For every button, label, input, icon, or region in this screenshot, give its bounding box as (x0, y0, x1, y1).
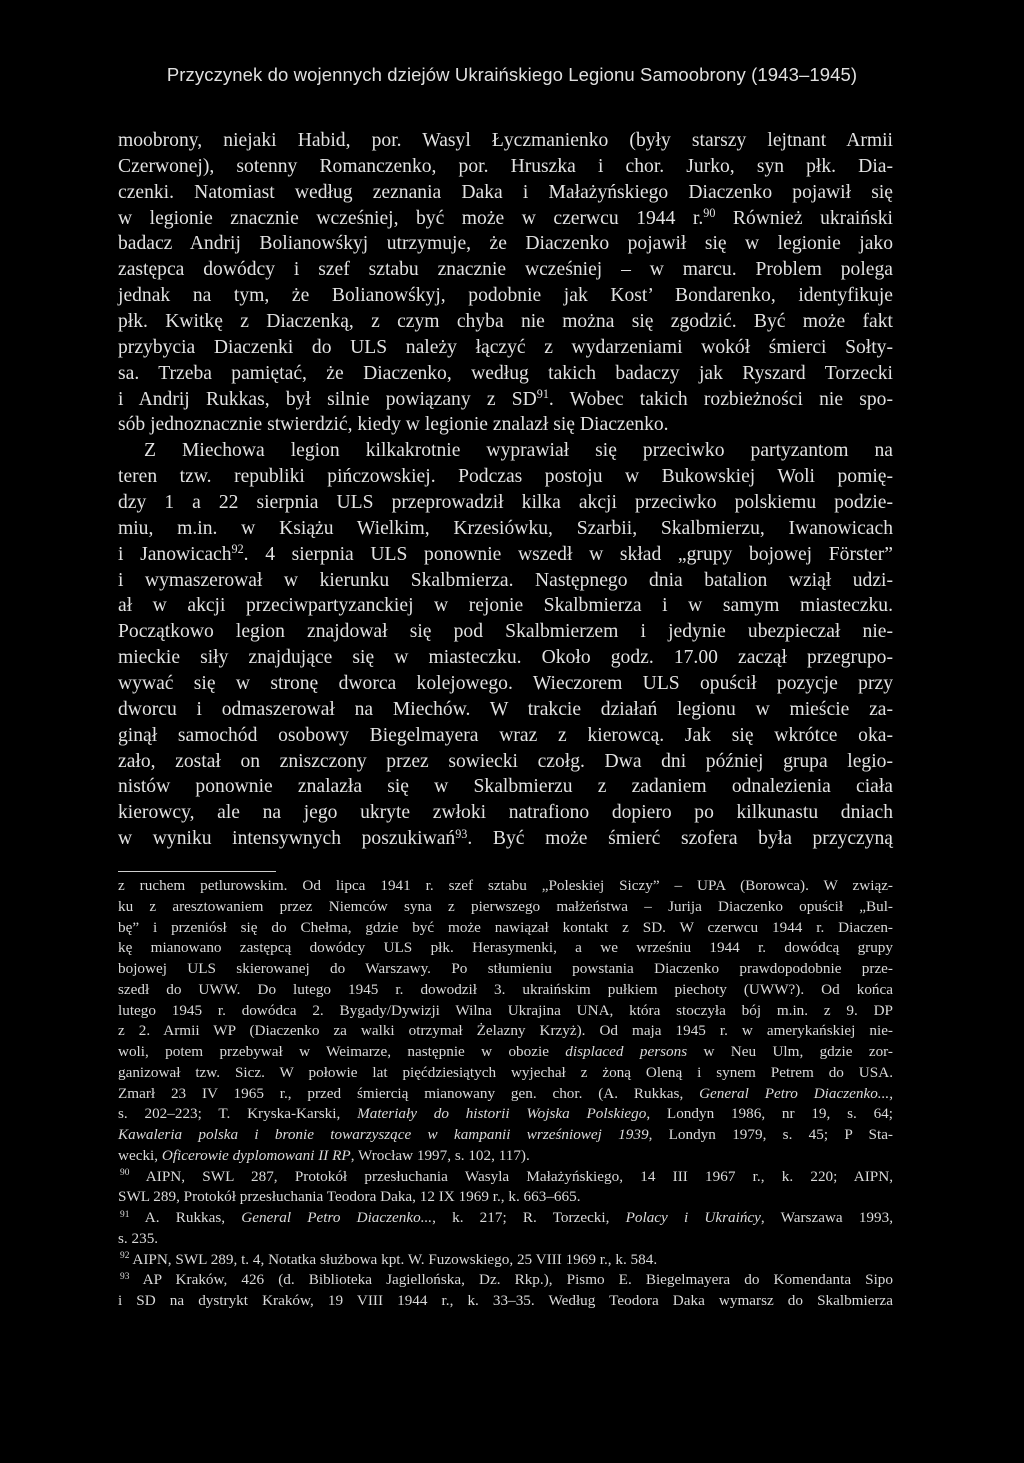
body-line: czenki. Natomiast według zeznania Daka i Małażyńskiego Diaczenko pojawił się (118, 181, 893, 203)
body-line: płk. Kwitkę z Diaczenką, z czym chyba nie można się zgodzić. Być może fakt (118, 311, 893, 333)
body-line: jednak na tym, że Bolianowśkyj, podobnie jak Kost’ Bondarenko, identyfikuje (118, 285, 893, 307)
body-line: kierowcy, ale na jego ukryte zwłoki natrafiono dopiero po kilkunastu dniach (118, 802, 893, 824)
body-line: zało, został on zniszczony przez sowiecki czołg. Dwa dni później grupa legio- (118, 750, 893, 772)
body-line: moobrony, niejaki Habid, por. Wasyl Łyczmanienko (były starszy lejtnant Armii (118, 130, 893, 151)
body-line: ał w akcji przeciwpartyzanckiej w rejonie Skalbmierza i w samym miasteczku. (118, 595, 893, 617)
footnote-ref: 93 (455, 826, 468, 841)
body-line: wywać się w stronę dworca kolejowego. Wieczorem ULS opuścił pozycje przy (118, 673, 893, 695)
footnote-line: $^{91}$ A. Rukkas, General Petro Diaczenko..., k. 217; R. Torzecki, Polacy i Ukraińcy, Warszawa 1993, (120, 1209, 894, 1226)
body-line: teren tzw. republiki pińczowskiej. Podczas postoju w Bukowskiej Woli pomię- (118, 466, 893, 488)
footnote-line: Zmarł 23 IV 1965 r., przed śmiercią mianowany gen. chor. (A. Rukkas, General Petro Diaczenko..., (118, 1084, 893, 1102)
footnote-number: 92 (120, 1251, 130, 1262)
footnote-line: ku z aresztowaniem przez Niemców syna z pierwszego małżeństwa – Jurija Diaczenko opuścił „Bul- (118, 897, 893, 915)
footnote-line: SWL 289, Protokół przesłuchania Teodora Daka, 12 IX 1969 r., k. 663–665. (118, 1188, 581, 1206)
footnote-ref: 91 (536, 386, 549, 401)
footnote-line: z ruchem petlurowskim. Od lipca 1941 r. szef sztabu „Poleskiej Siczy” – UPA (Borowca). W związ- (118, 877, 893, 894)
footnote-line: bę” i przeniósł się do Chełma, gdzie być może nawiązał kontakt z SD. W czerwcu 1944 r. Diaczen- (118, 918, 893, 936)
footnote-line: $^{90}$ AIPN, SWL 287, Protokół przesłuchania Wasyla Małażyńskiego, 14 III 1967 r., k. 220; AIPN, (120, 1167, 893, 1185)
footnote-line: kę mianowano zastępcą dowódcy ULS płk. Herasymenki, a we wrześniu 1944 r. dowódcą grupy (118, 939, 893, 957)
footnote-separator (118, 871, 276, 872)
footnote-ref: 90 (703, 205, 716, 220)
footnote-line: bojowej ULS skierowanej do Warszawy. Po stłumieniu powstania Diaczenko prawdopodobnie prze- (118, 960, 893, 977)
footnote-line: s. 235. (118, 1229, 159, 1247)
body-line: mieckie siły znajdujące się w miasteczku. Około godz. 17.00 zaczął przegrupo- (118, 647, 893, 669)
body-line: miu, m.in. w Książu Wielkim, Krzesiówku, Szarbii, Skalbmierzu, Iwanowicach (118, 517, 893, 539)
body-line: Z Miechowa legion kilkakrotnie wyprawiał się przeciwko partyzantom na (144, 440, 893, 462)
body-line: nistów ponownie znalazła się w Skalbmierzu z zadaniem odnalezienia ciała (118, 776, 893, 798)
footnote-line: z 2. Armii WP (Diaczenko za walki otrzymał Żelazny Krzyż). Od maja 1945 r. w amerykańskiej nie- (118, 1022, 893, 1040)
body-line: przybycia Diaczenki do ULS należy łączyć z wydarzeniami wokół śmierci Sołty- (118, 336, 893, 358)
footnote-number: 91 (120, 1209, 130, 1220)
footnote-line: woli, potem przebywał w Weimarze, następnie w obozie displaced persons w Neu Ulm, gdzie zor- (118, 1043, 893, 1060)
footnote-ref: 92 (231, 542, 244, 557)
body-line: i Janowicach$^{92}$. 4 sierpnia ULS ponownie wszedł w skład „grupy bojowej Förster” (118, 542, 893, 565)
footnote-line: Kawaleria polska i bronie towarzyszące w kampanii wrześniowej 1939, Londyn 1979, s. 45; P Sta- (118, 1126, 893, 1143)
footnote-line: szedł do UWW. Do lutego 1945 r. dowodził 3. ukraińskim pułkiem piechoty (UWW?). Od końca (118, 980, 893, 998)
body-line: zastępca dowódcy i szef sztabu znacznie wcześniej – w marcu. Problem polega (118, 259, 893, 281)
footnote-line: $^{93}$ AP Kraków, 426 (d. Biblioteka Jagiellońska, Dz. Rkp.), Pismo E. Biegelmayera do Komendanta Sipo (120, 1271, 893, 1289)
body-line: Czerwonej), sotenny Romanczenko, por. Hruszka i chor. Jurko, syn płk. Dia- (118, 155, 893, 177)
footnote-number: 90 (120, 1168, 130, 1179)
footnote-number: 93 (120, 1272, 130, 1283)
body-line: w legionie znacznie wcześniej, być może w czerwcu 1944 r.$^{90}$ Również ukraiński (118, 205, 893, 229)
body-line: dworcu i odmaszerował na Miechów. W trakcie działań legionu w mieście za- (118, 698, 893, 720)
footnote-line: i SD na dystrykt Kraków, 19 VIII 1944 r., k. 33–35. Według Teodora Daka wymarsz do Skalbmierza (118, 1292, 893, 1309)
footnote-line: s. 202–223; T. Kryska-Karski, Materiały do historii Wojska Polskiego, Londyn 1986, nr 19, s. 64; (118, 1105, 893, 1123)
body-line: i Andrij Rukkas, był silnie powiązany z SD$^{91}$. Wobec takich rozbieżności nie spo- (118, 386, 893, 410)
footnote-line: wecki, Oficerowie dyplomowani II RP, Wrocław 1997, s. 102, 117). (118, 1146, 530, 1164)
body-line: w wyniku intensywnych poszukiwań$^{93}$. Być może śmierć szofera była przyczyną (118, 826, 894, 850)
body-line: sób jednoznacznie stwierdzić, kiedy w legionie znalazł się Diaczenko. (118, 414, 669, 436)
body-line: dzy 1 a 22 sierpnia ULS przeprowadził kilka akcji przeciwko polskiemu podzie- (118, 492, 893, 514)
body-line: sa. Trzeba pamiętać, że Diaczenko, według takich badaczy jak Ryszard Torzecki (118, 362, 893, 384)
footnotes (118, 876, 893, 1312)
footnote-line: lutego 1945 r. dowódca 2. Bygady/Dywizji Wilna Ukrajina UNA, która stoczyła bój m.in. z 9. DP (118, 1001, 893, 1019)
body-line: ginął samochód osobowy Biegelmayera wraz z kierowcą. Jak się wkrótce oka- (118, 724, 893, 746)
body-line: i wymaszerował w kierunku Skalbmierza. Następnego dnia batalion wziął udzi- (118, 569, 893, 591)
body-line: badacz Andrij Bolianowśkyj utrzymuje, że Diaczenko pojawił się w legionie jako (118, 233, 893, 255)
footnote-line: $^{92}$ AIPN, SWL 289, t. 4, Notatka służbowa kpt. W. Fuzowskiego, 25 VIII 1969 r., k. 584. (120, 1250, 658, 1268)
footnote-line: ganizował tzw. Sicz. W połowie lat pięćdziesiątych wyjechał z żoną Oleną i synem Petrem do USA. (118, 1063, 893, 1081)
body-text (118, 128, 893, 852)
running-header: Przyczynek do wojennych dziejów Ukraińskiego Legionu Samoobrony (1943–1945) (166, 64, 858, 85)
body-line: Początkowo legion znajdował się pod Skalbmierzem i jedynie ubezpieczał nie- (118, 621, 893, 643)
